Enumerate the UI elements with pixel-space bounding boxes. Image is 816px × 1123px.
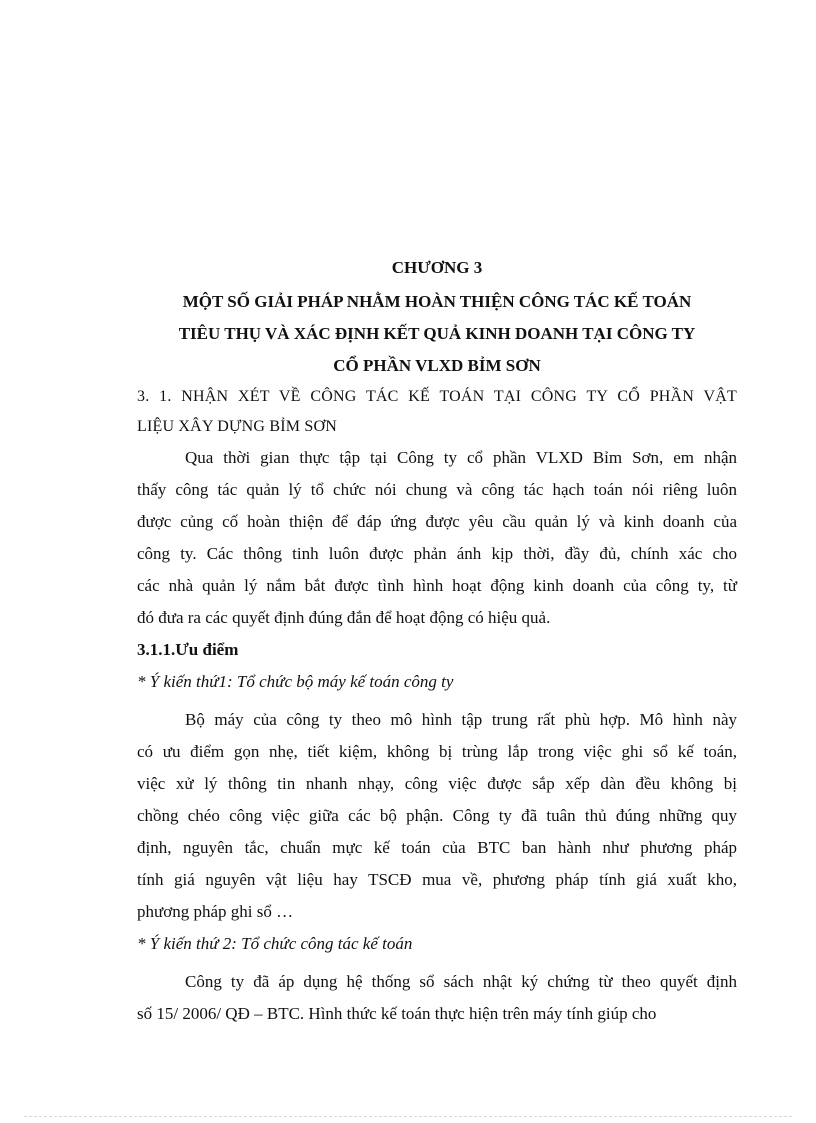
opinion-2-paragraph (137, 966, 737, 1030)
chapter-heading (137, 286, 737, 382)
section-heading-line-2: LIỆU XÂY DỰNG BỈM SƠN (137, 418, 338, 435)
subsection-heading: 3.1.1.Ưu điểm (137, 640, 239, 659)
opinion-1-paragraph-line: phương pháp ghi sổ … (137, 902, 294, 921)
opinion-1-paragraph (137, 704, 737, 928)
intro-paragraph-line: được củng cố hoàn thiện để đáp ứng được yêu cầu quản lý và kinh doanh của (137, 512, 737, 531)
opinion-1-paragraph-line: định, nguyên tắc, chuẩn mực kế toán của BTC ban hành như phương pháp (137, 838, 737, 857)
opinion-1-heading: * Ý kiến thứ1: Tổ chức bộ máy kế toán công ty (137, 672, 454, 691)
opinion-1-paragraph-line: chồng chéo công việc giữa các bộ phận. Công ty đã tuân thủ đúng những quy (137, 806, 737, 825)
section-heading-line-1: 3. 1. NHẬN XÉT VỀ CÔNG TÁC KẾ TOÁN TẠI CÔNG TY CỔ PHẦN VẬT (137, 388, 737, 405)
intro-paragraph-line: công ty. Các thông tinh luôn được phản ánh kịp thời, đầy đủ, chính xác cho (137, 544, 737, 563)
opinion-1-paragraph-line: việc xử lý thông tin nhanh nhạy, công việc được sắp xếp dàn đều không bị (137, 774, 737, 793)
chapter-title: CHƯƠNG 3 (391, 258, 483, 277)
intro-paragraph-line: Qua thời gian thực tập tại Công ty cổ phần VLXD Bỉm Sơn, em nhận (185, 448, 737, 467)
opinion-2-heading: * Ý kiến thứ 2: Tổ chức công tác kế toán (137, 934, 413, 953)
chapter-heading-line-3: CỔ PHẦN VLXD BỈM SƠN (333, 356, 541, 375)
intro-paragraph (137, 442, 737, 634)
opinion-1-paragraph-line: có ưu điểm gọn nhẹ, tiết kiệm, không bị trùng lắp trong việc ghi sổ kế toán, (137, 742, 737, 761)
opinion-1-paragraph-line: tính giá nguyên vật liệu hay TSCĐ mua về, phương pháp tính giá xuất kho, (137, 870, 737, 889)
page-content (137, 254, 737, 1030)
opinion-1-paragraph-line: Bộ máy của công ty theo mô hình tập trung rất phù hợp. Mô hình này (185, 710, 737, 729)
intro-paragraph-line: đó đưa ra các quyết định đúng đắn để hoạt động có hiệu quả. (137, 608, 551, 627)
opinion-2-paragraph-line: Công ty đã áp dụng hệ thống sổ sách nhật ký chứng từ theo quyết định (185, 972, 737, 991)
opinion-2-paragraph-line: số 15/ 2006/ QĐ – BTC. Hình thức kế toán thực hiện trên máy tính giúp cho (137, 1004, 657, 1023)
page-bottom-divider (24, 1116, 792, 1117)
chapter-heading-line-1: MỘT SỐ GIẢI PHÁP NHẰM HOÀN THIỆN CÔNG TÁC KẾ TOÁN (182, 292, 692, 311)
section-heading (137, 382, 737, 442)
intro-paragraph-line: các nhà quản lý nắm bắt được tình hình hoạt động kinh doanh của công ty, từ (137, 576, 737, 595)
intro-paragraph-line: thấy công tác quản lý tổ chức nói chung và công tác hạch toán nói riêng luôn (137, 480, 737, 499)
chapter-heading-line-2: TIÊU THỤ VÀ XÁC ĐỊNH KẾT QUẢ KINH DOANH TẠI CÔNG TY (178, 324, 696, 343)
